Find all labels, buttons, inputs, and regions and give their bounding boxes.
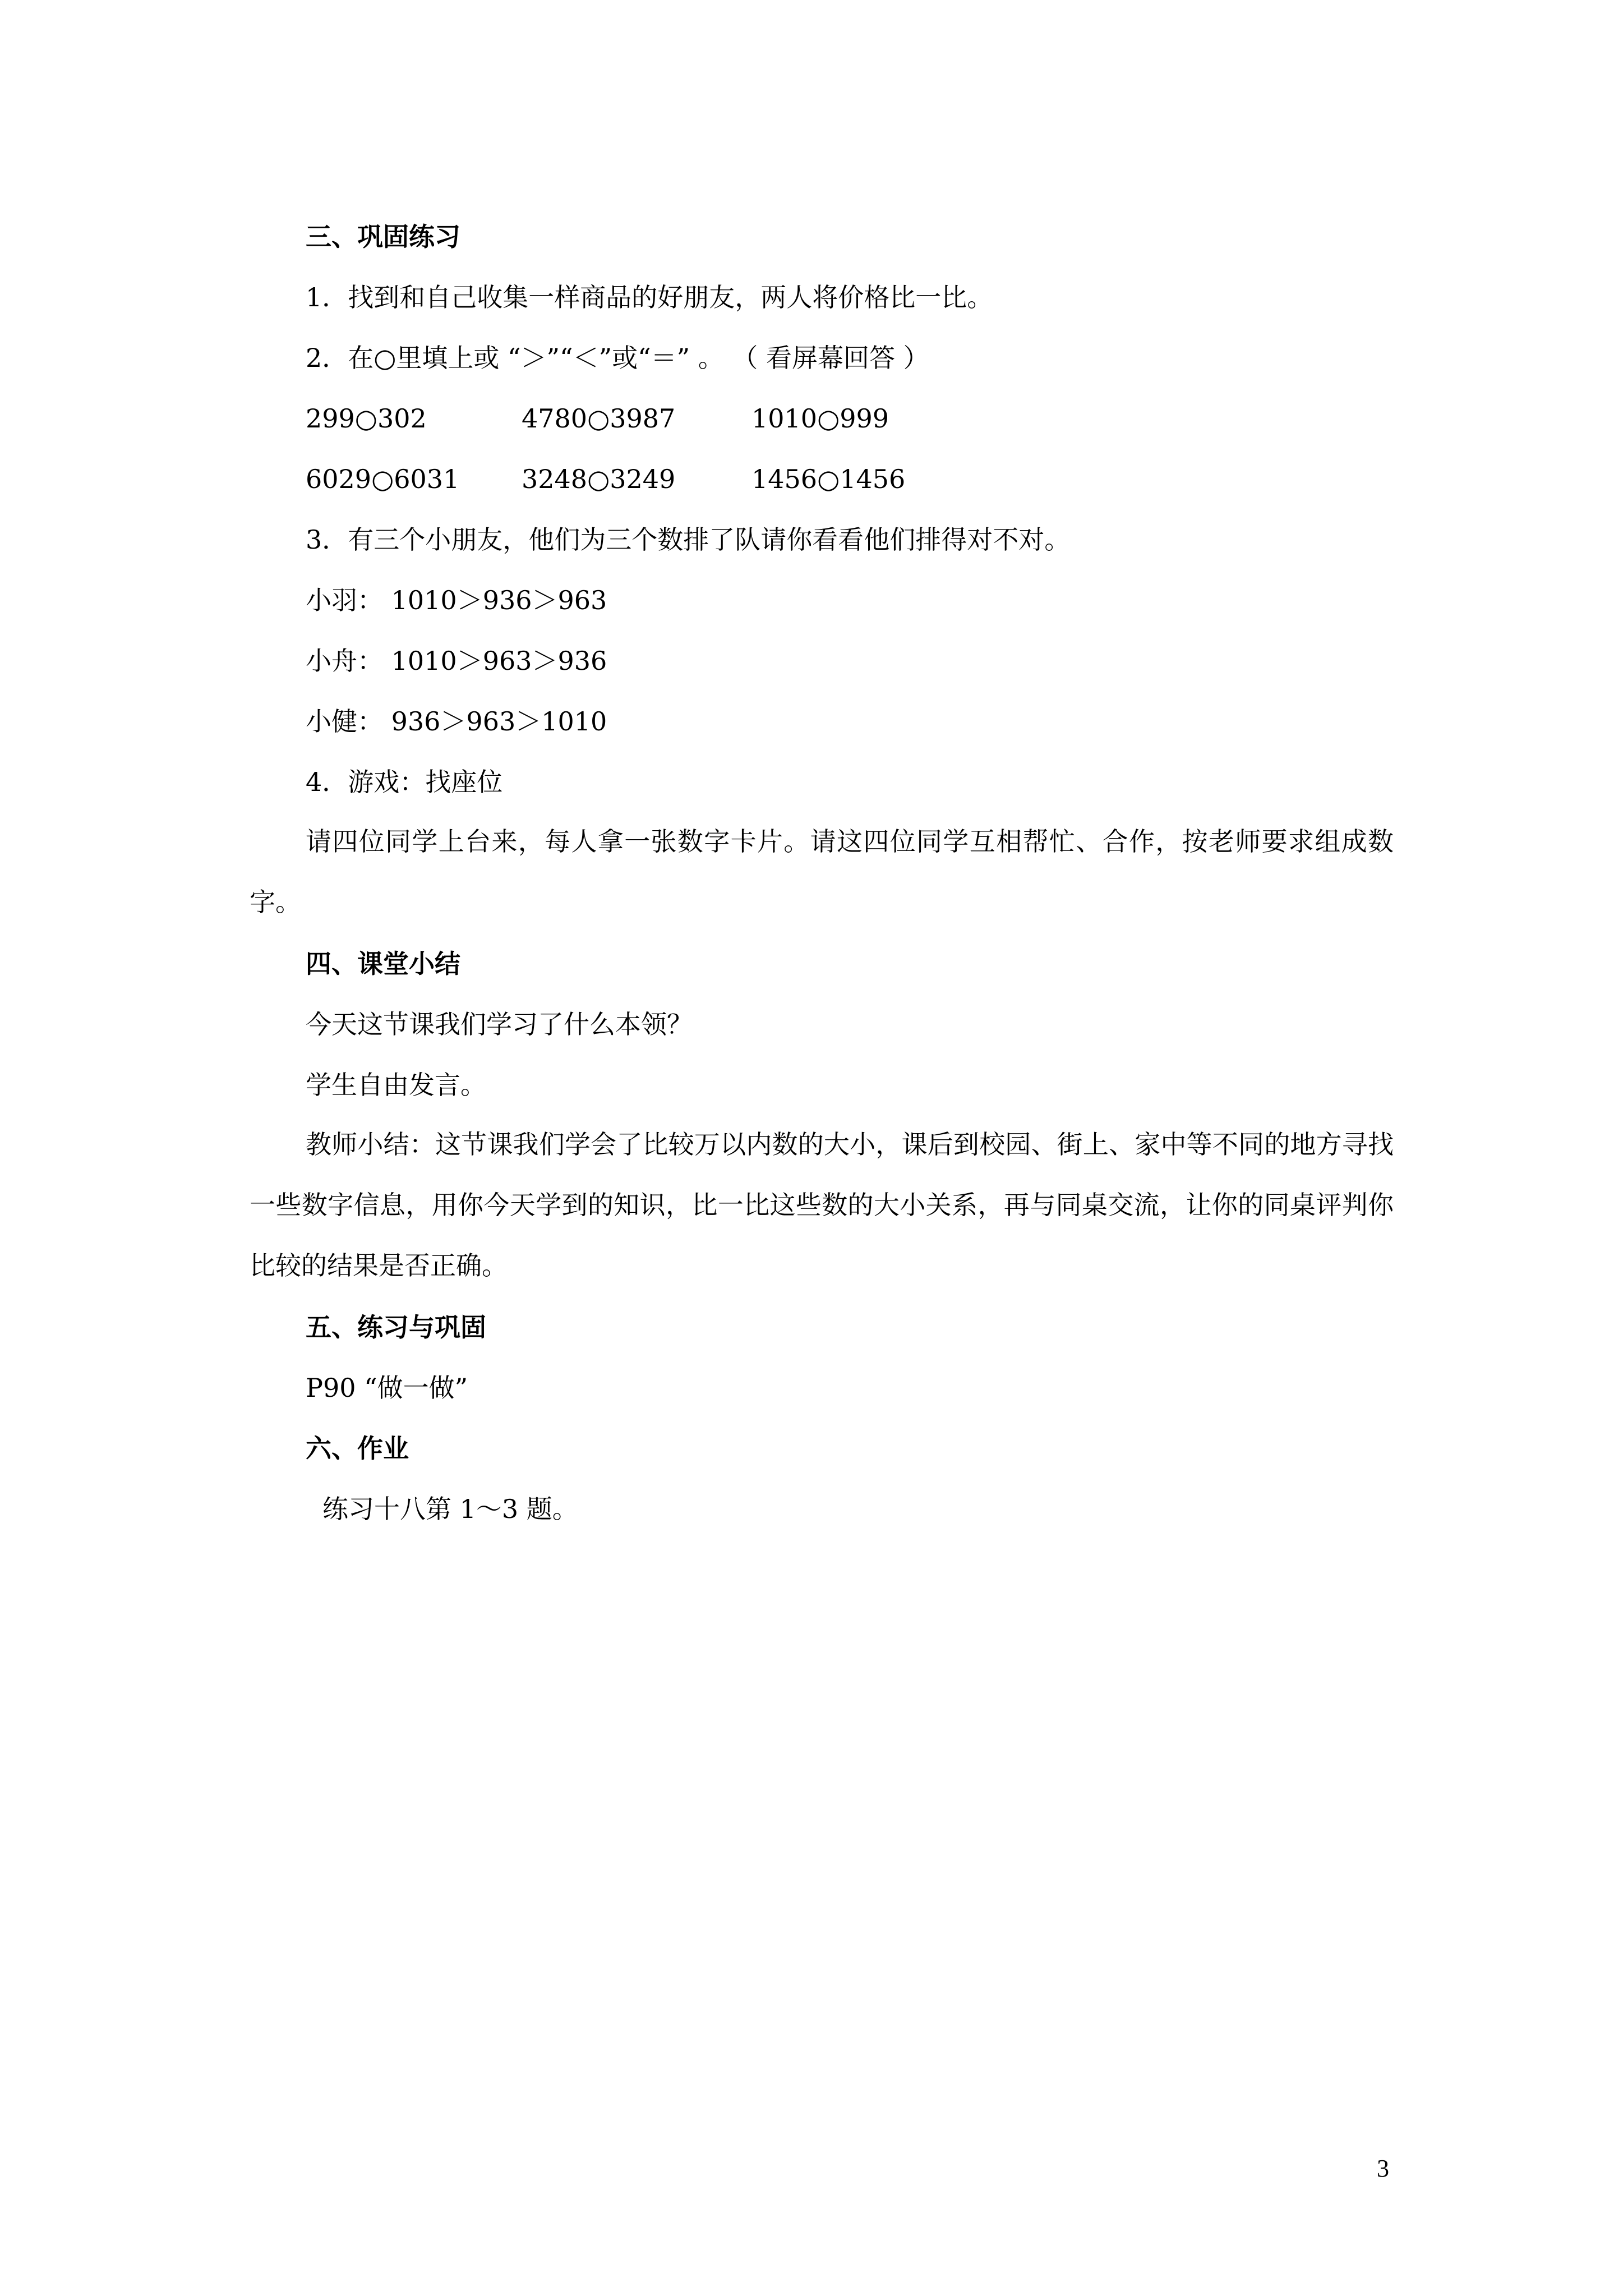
comparison-cell: 4780○3987	[522, 403, 676, 434]
number-order-line: 小羽： 1010＞936＞963	[306, 585, 607, 615]
section-heading-consolidation: 三、巩固练习	[306, 222, 460, 252]
practice-reference: P90 “做一做”	[306, 1373, 468, 1403]
number-order-line: 小舟： 1010＞963＞936	[306, 646, 607, 676]
summary-question: 今天这节课我们学习了什么本领？	[306, 1009, 693, 1039]
exercise-item-2: 2．在○里填上或 “＞”“＜”或“＝” 。 （ 看屏幕回答 ）	[306, 343, 929, 373]
number-order-line: 小健： 936＞963＞1010	[306, 706, 607, 737]
comparison-cell: 1456○1456	[751, 464, 906, 494]
page-number: 3	[1377, 2155, 1389, 2182]
comparison-cell: 1010○999	[751, 403, 889, 434]
homework-text: 练习十八第 1～3 题。	[322, 1494, 578, 1524]
exercise-item-1: 1．找到和自己收集一样商品的好朋友，两人将价格比一比。	[306, 282, 993, 312]
section-heading-practice: 五、练习与巩固	[306, 1312, 486, 1342]
comparison-cell: 3248○3249	[522, 464, 676, 494]
section-heading-homework: 六、作业	[306, 1433, 409, 1464]
exercise-item-4: 4．游戏：找座位	[306, 767, 503, 797]
game-description: 请四位同学上台来，每人拿一张数字卡片。请这四位同学互相帮忙、合作，按老师要求组成数字。	[250, 826, 1394, 917]
section-heading-summary: 四、课堂小结	[306, 949, 460, 979]
summary-students: 学生自由发言。	[306, 1070, 486, 1100]
comparison-cell: 299○302	[306, 403, 427, 434]
teacher-summary: 教师小结：这节课我们学会了比较万以内数的大小，课后到校园、街上、家中等不同的地方寻找一些数字信息，用你今天学到的知识，比一比这些数的大小关系，再与同桌交流，让你的同桌评判你比较的结果是否正确。	[250, 1129, 1394, 1281]
exercise-item-3: 3．有三个小朋友，他们为三个数排了队请你看看他们排得对不对。	[306, 524, 1071, 555]
comparison-cell: 6029○6031	[306, 464, 460, 494]
